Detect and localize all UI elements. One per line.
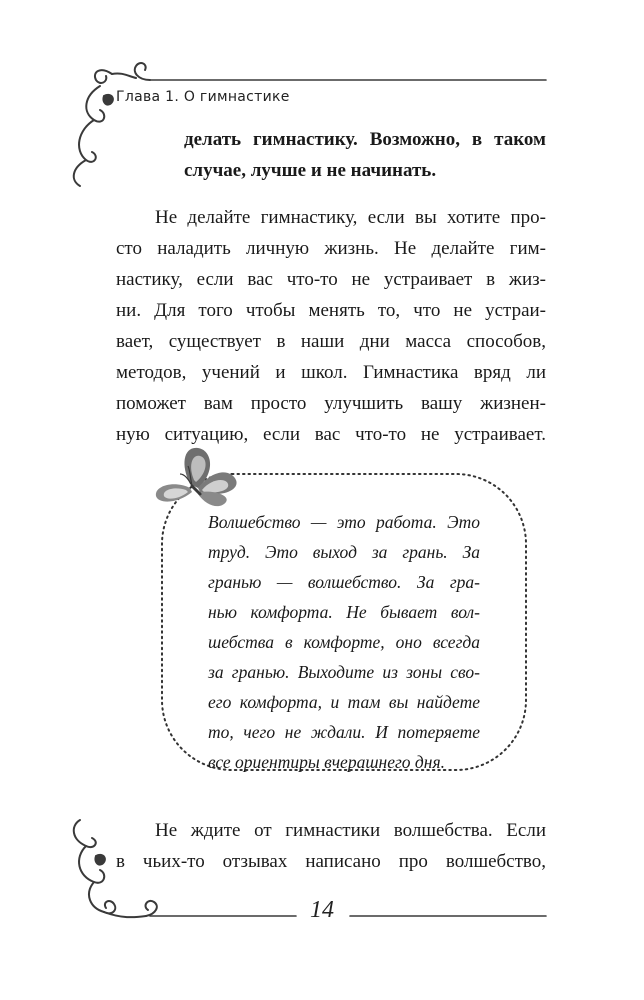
quote-line: его комфорта, и там вы найдете — [208, 692, 480, 712]
page-number: 14 — [310, 897, 334, 923]
paragraph-2 — [116, 815, 546, 877]
quote-line: за гранью. Выходите из зоны сво- — [208, 662, 480, 682]
quote-line: шебства в комфорте, оно всегда — [208, 632, 480, 652]
text-line: методов, учений и школ. Гимнастика вряд ли — [116, 362, 546, 383]
quote-line: все ориентиры вчерашнего дня. — [208, 752, 445, 772]
text-line: в чьих-то отзывах написано про волшебство, — [116, 851, 546, 872]
text-line: поможет вам просто улучшить вашу жизнен- — [116, 393, 546, 414]
text-line: случае, лучше и не начинать. — [184, 160, 437, 181]
chapter-header: Глава 1. О гимнастике — [116, 89, 290, 105]
quote-box-text — [208, 507, 480, 777]
quote-line: труд. Это выход за грань. За — [208, 542, 480, 562]
text-line: делать гимнастику. Возможно, в таком — [184, 129, 546, 150]
paragraph-1 — [116, 202, 546, 450]
text-line: Не ждите от гимнастики волшебства. Если — [155, 820, 546, 841]
quote-line: то, чего не ждали. И потеряете — [208, 722, 480, 742]
text-line: вает, существует в наши дни масса способов, — [116, 331, 546, 352]
text-line: ни. Для того чтобы менять то, что не устраи- — [116, 300, 546, 321]
quote-line: нью комфорта. Не бывает вол- — [208, 602, 480, 622]
text-line: настику, если вас что-то не устраивает в жиз- — [116, 269, 546, 290]
bold-intro — [184, 124, 546, 186]
text-line: сто наладить личную жизнь. Не делайте гим- — [116, 238, 546, 259]
butterfly-icon — [156, 448, 237, 506]
quote-line: Волшебство — это работа. Это — [208, 512, 480, 532]
text-line: ную ситуацию, если вас что-то не устраивает. — [116, 424, 546, 445]
quote-line: гранью — волшебство. За гра- — [208, 572, 480, 592]
text-line: Не делайте гимнастику, если вы хотите про- — [155, 207, 546, 228]
